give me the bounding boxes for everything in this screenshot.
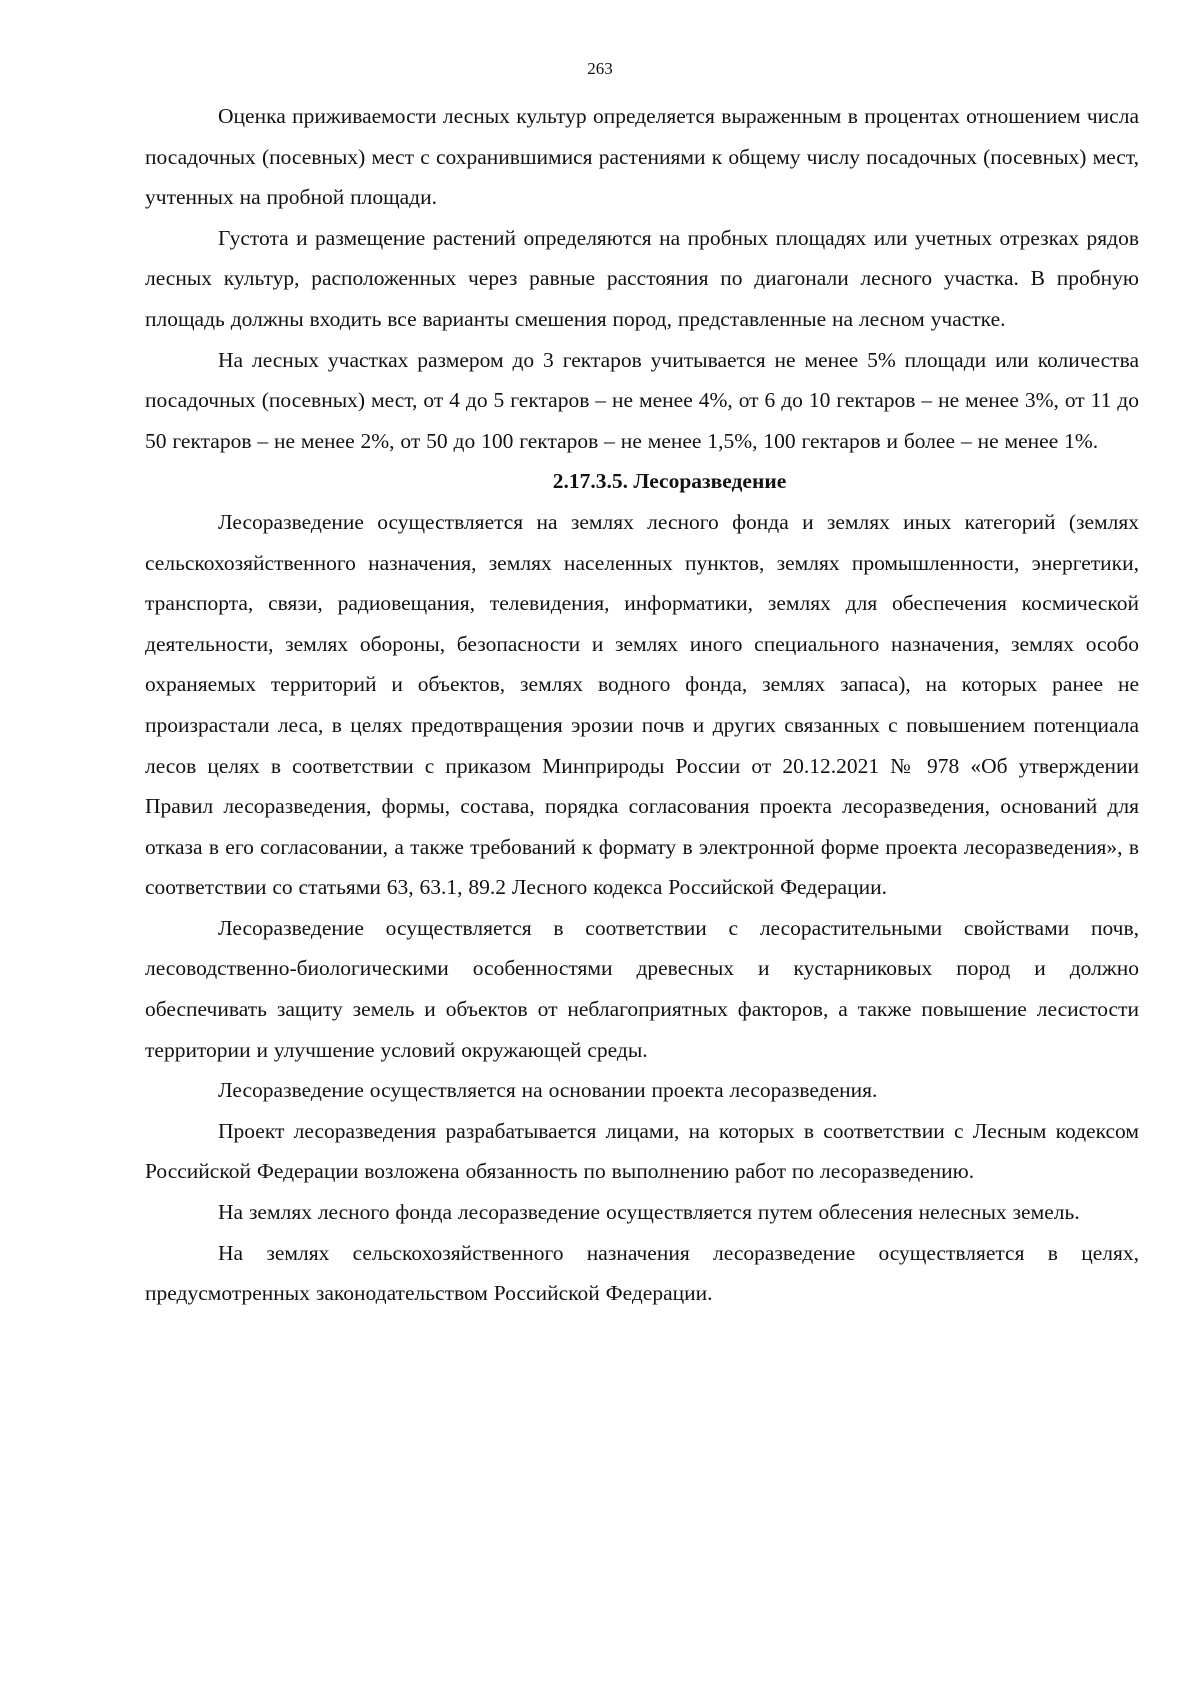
paragraph: На землях лесного фонда лесоразведение осуществляется путем облесения нелесных земель. bbox=[218, 1200, 1080, 1225]
paragraph: Оценка приживаемости лесных культур определяется выраженным в процентах отношением числа посадочных (посевных) мест с сохранившимися растениями к общему числу посадочных (посевных) мест, учтенных на пробной площади. bbox=[145, 104, 1139, 210]
paragraph: Лесоразведение осуществляется в соответствии с лесорастительными свойствами почв, лесоводственно-биологическими особенностями древесных и кустарниковых пород и должно обеспечивать защиту земель и объектов от неблагоприятных факторов, а также повышение лесистости территории и улучшение условий окружающей среды. bbox=[145, 915, 1139, 1062]
paragraph: Проект лесоразведения разрабатывается лицами, на которых в соответствии с Лесным кодексом Российской Федерации возложена обязанность по выполнению работ по лесоразведению. bbox=[145, 1118, 1139, 1184]
paragraph: На землях сельскохозяйственного назначения лесоразведение осуществляется в целях, предусмотренных законодательством Российской Федерации. bbox=[145, 1240, 1139, 1306]
page-number: 263 bbox=[587, 59, 613, 78]
paragraph: Лесоразведение осуществляется на основании проекта лесоразведения. bbox=[218, 1078, 878, 1103]
document-body bbox=[145, 96, 1139, 1314]
section-heading-block bbox=[145, 461, 1139, 502]
paragraph: На лесных участках размером до 3 гектаров учитывается не менее 5% площади или количества посадочных (посевных) мест, от 4 до 5 гектаров – не менее 4%, от 6 до 10 гектаров – не менее 3%, от 11 до 50 гектаров – не менее 2%, от 50 до 100 гектаров – не менее 1,5%, 100 гектаров и более – не менее 1%. bbox=[145, 347, 1139, 453]
paragraph: Лесоразведение осуществляется на землях лесного фонда и землях иных категорий (землях сельскохозяйственного назначения, землях населенных пунктов, землях промышленности, энергетики, транспорта, связи, радиовещания, телевидения, информатики, землях для обеспечения космической деятельности, землях обороны, безопасности и землях иного специального назначения, землях особо охраняемых территорий и объектов, землях водного фонда, землях запаса), на которых ранее не произрастали леса, в целях предотвращения эрозии почв и других связанных с повышением потенциала лесов целях в соответствии с приказом Минприроды России от 20.12.2021 № 978 «Об утверждении Правил лесоразведения, формы, состава, порядка согласования проекта лесоразведения, оснований для отказа в его согласовании, а также требований к формату в электронной форме проекта лесоразведения», в соответствии со статьями 63, 63.1, 89.2 Лесного кодекса Российской Федерации. bbox=[145, 509, 1139, 900]
section-heading: 2.17.3.5. Лесоразведение bbox=[552, 469, 787, 494]
paragraph: Густота и размещение растений определяются на пробных площадях или учетных отрезках рядов лесных культур, расположенных через равные расстояния по диагонали лесного участка. В пробную площадь должны входить все варианты смешения пород, представленные на лесном участке. bbox=[145, 225, 1139, 331]
